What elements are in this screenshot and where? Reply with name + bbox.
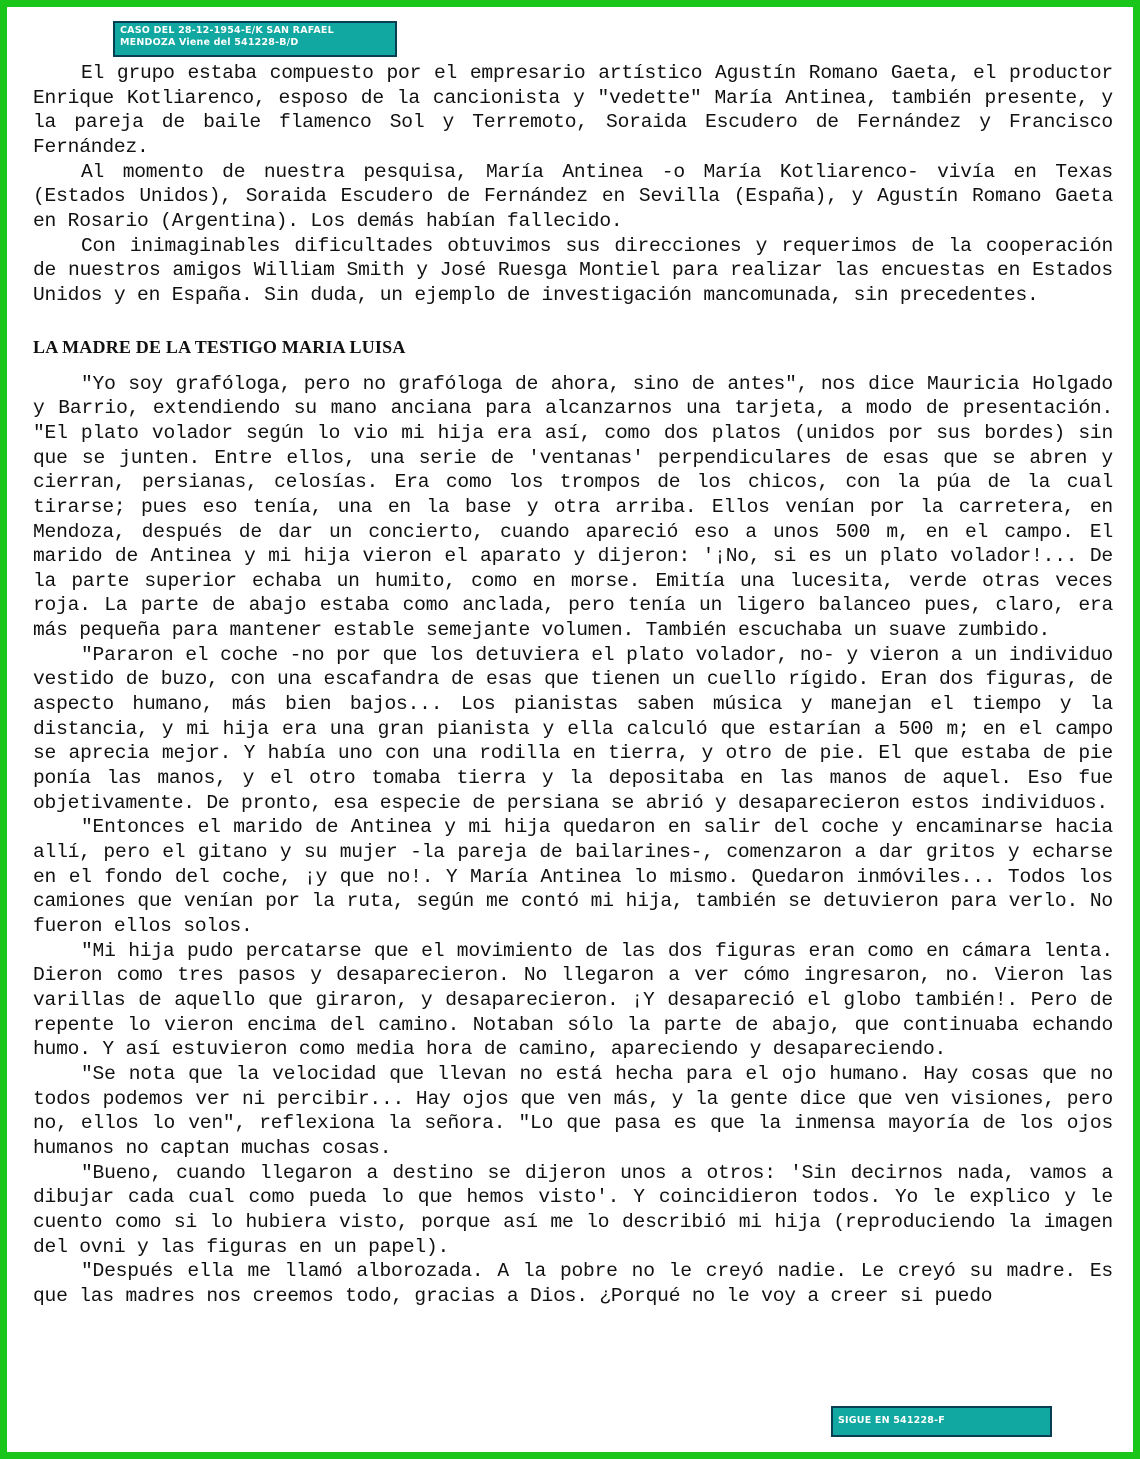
continuation-text: SIGUE EN 541228-F <box>838 1415 945 1426</box>
paragraph: "Entonces el marido de Antinea y mi hija quedaron en salir del coche y encaminarse hacia allí, pero el gitano y su mujer -la pareja de bailarines-, comenzaron a dar gritos y echarse en el fondo del coche, ¡y que no!. Y María Antinea lo mismo. Quedaron inmóviles... Todos los camiones que venían por la ruta, según me contó mi hija, también se detuvieron para verlo. No fueron ellos solos. <box>33 816 1113 937</box>
paragraph: Al momento de nuestra pesquisa, María Antinea -o María Kotliarenco- vivía en Texas (Estados Unidos), Soraida Escudero de Fernández en Sevilla (España), y Agustín Romano Gaeta en Rosario (Argentina). Los demás habían fallecido. <box>33 160 1113 232</box>
case-header-line-2: MENDOZA Viene del 541228-B/D <box>120 37 299 48</box>
paragraph: El grupo estaba compuesto por el empresario artístico Agustín Romano Gaeta, el productor Enrique Kotliarenco, esposo de la cancionista y "vedette" María Antinea, también presente, y la pareja de baile flamenco Sol y Terremoto, Soraida Escudero de Fernández y Francisco Fernández. <box>33 62 1113 158</box>
document-body <box>33 61 1113 1309</box>
paragraph: Con inimaginables dificultades obtuvimos sus direcciones y requerimos de la cooperación de nuestros amigos William Smith y José Ruesga Montiel para realizar las encuestas en Estados Unidos y en España. Sin duda, un ejemplo de investigación mancomunada, sin precedentes. <box>33 234 1113 306</box>
continuation-label <box>831 1406 1052 1437</box>
paragraph: "Yo soy grafóloga, pero no grafóloga de ahora, sino de antes", nos dice Mauricia Holgado y Barrio, extendiendo su mano anciana para alcanzarnos una tarjeta, a modo de presentación. "El plato volador según lo vio mi hija era así, como dos platos (unidos por sus bordes) sin que se junten. Entre ellos, una serie de 'ventanas' perpendiculares de esas que se abren y cierran, persianas, celosías. Era como los trompos de los chicos, con la púa de la cual tirarse; pues eso tenía, una en la base y otra arriba. Ellos venían por la carretera, en Mendoza, después de dar un concierto, cuando apareció eso a unos 500 m, en el campo. El marido de Antinea y mi hija vieron el aparato y dijeron: '¡No, si es un plato volador!... De la parte superior echaba un humito, como en morse. Emitía una lucesita, verde otras veces roja. La parte de abajo estaba como anclada, pero tenía un ligero balanceo pues, claro, era más pequeña para mantener estable semejante volumen. También escuchaba un suave zumbido. <box>33 372 1113 642</box>
case-header-line-1: CASO DEL 28-12-1954-E/K SAN RAFAEL <box>120 25 334 36</box>
section-heading: LA MADRE DE LA TESTIGO MARIA LUISA <box>33 336 406 357</box>
paragraph: "Mi hija pudo percatarse que el movimiento de las dos figuras eran como en cámara lenta. Dieron como tres pasos y desaparecieron. No llegaron a ver cómo ingresaron, no. Vieron las varillas de aquello que giraron, y desaparecieron. ¡Y desapareció el globo también!. Pero de repente lo vieron encima del camino. Notaban sólo la parte de abajo, que continuaba echando humo. Y así estuvieron como media hora de camino, apareciendo y desapareciendo. <box>33 939 1113 1061</box>
paragraph: "Bueno, cuando llegaron a destino se dijeron unos a otros: 'Sin decirnos nada, vamos a dibujar cada cual como pueda lo que hemos visto'. Y coincidieron todos. Yo le explico y le cuento como si lo hubiera visto, porque así me lo describió mi hija (reproduciendo la imagen del ovni y las figuras en un papel). <box>33 1161 1113 1258</box>
paragraph: "Pararon el coche -no por que los detuviera el plato volador, no- y vieron a un individuo vestido de buzo, con una escafandra de esas que tienen un cuello rígido. Eran dos figuras, de aspecto humano, más bien bajos... Los pianistas saben música y manejan el tiempo y la distancia, y mi hija era una gran pianista y ella calculó que estarían a 500 m; en el campo se aprecia mejor. Y había uno con una rodilla en tierra, y otro de pie. El que estaba de pie ponía las manos, y el otro tomaba tierra y la depositaba en las manos de aquel. Eso fue objetivamente. De pronto, esa especie de persiana se abrió y desaparecieron estos individuos. <box>33 643 1113 814</box>
paragraph: "Después ella me llamó alborozada. A la pobre no le creyó nadie. Le creyó su madre. Es que las madres nos creemos todo, gracias a Dios. ¿Porqué no le voy a creer si puedo <box>33 1260 1113 1307</box>
case-header-label <box>113 21 397 57</box>
paragraph: "Se nota que la velocidad que llevan no está hecha para el ojo humano. Hay cosas que no todos podemos ver ni percibir... Hay ojos que ven más, y la gente dice que ven visiones, pero no, ellos lo ven", reflexiona la señora. "Lo que pasa es que la inmensa mayoría de los ojos humanos no captan muchas cosas. <box>33 1062 1113 1159</box>
